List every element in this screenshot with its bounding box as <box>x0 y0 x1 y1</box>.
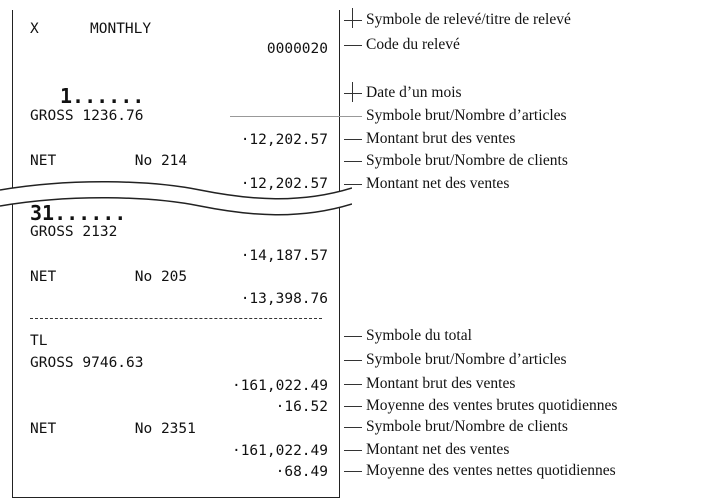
callout-total-gross-symbol-customers: Symbole brut/Nombre de clients <box>366 418 568 435</box>
callout-day-date: Date d’un mois <box>366 84 462 101</box>
callout-leader <box>344 139 362 140</box>
report-mode-symbol: X <box>30 21 39 37</box>
net-daily-average: ·68.49 <box>275 464 328 480</box>
day-first-gross-amount: ·12,202.57 <box>240 132 328 148</box>
callout-tick <box>352 82 353 102</box>
callout-total-symbol: Symbole du total <box>366 327 472 344</box>
callout-gross-daily-average: Moyenne des ventes brutes quotidiennes <box>366 397 618 414</box>
callout-leader <box>344 427 362 428</box>
callout-leader <box>344 184 362 185</box>
callout-leader <box>230 116 362 117</box>
day-first-date: 1...... <box>60 84 145 108</box>
callout-gross-symbol-items: Symbole brut/Nombre d’articles <box>366 107 567 124</box>
day-first-gross-line: GROSS 1236.76 <box>30 108 144 124</box>
callout-leader <box>344 45 362 46</box>
callout-leader <box>344 360 362 361</box>
callout-net-sales: Montant net des ventes <box>366 175 510 192</box>
callout-report-code: Code du relevé <box>366 36 460 53</box>
callout-leader <box>344 336 362 337</box>
total-symbol: TL <box>30 333 48 349</box>
callout-leader <box>344 93 362 94</box>
day-first-net-line: NET No 214 <box>30 153 188 169</box>
day-last-date: 31...... <box>30 201 127 225</box>
separator-line <box>30 318 322 319</box>
gross-daily-average: ·16.52 <box>275 399 328 415</box>
day-first-net-amount: ·12,202.57 <box>240 176 328 192</box>
callout-total-net-sales: Montant net des ventes <box>366 441 510 458</box>
callout-total-gross-symbol-items: Symbole brut/Nombre d’articles <box>366 351 567 368</box>
day-last-gross-line: GROSS 2132 <box>30 224 118 240</box>
callout-leader <box>344 406 362 407</box>
callout-gross-symbol-customers: Symbole brut/Nombre de clients <box>366 152 568 169</box>
callout-leader <box>344 20 362 21</box>
total-gross-line: GROSS 9746.63 <box>30 355 144 371</box>
total-net-amount: ·161,022.49 <box>231 443 328 459</box>
callout-report-symbol: Symbole de relevé/titre de relevé <box>366 11 571 28</box>
callout-leader <box>344 471 362 472</box>
callout-leader <box>344 384 362 385</box>
callout-leader <box>344 450 362 451</box>
day-last-net-amount: ·13,398.76 <box>240 291 328 307</box>
callout-leader <box>344 161 362 162</box>
callout-net-daily-average: Moyenne des ventes nettes quotidiennes <box>366 462 616 479</box>
day-last-net-line: NET No 205 <box>30 269 188 285</box>
total-net-line: NET No 2351 <box>30 421 196 437</box>
report-title: MONTHLY <box>90 21 152 37</box>
callout-gross-sales: Montant brut des ventes <box>366 130 516 147</box>
report-code: 0000020 <box>266 41 328 57</box>
callout-total-gross-sales: Montant brut des ventes <box>366 375 516 392</box>
day-last-gross-amount: ·14,187.57 <box>240 248 328 264</box>
total-gross-amount: ·161,022.49 <box>231 378 328 394</box>
callout-tick <box>352 8 353 28</box>
